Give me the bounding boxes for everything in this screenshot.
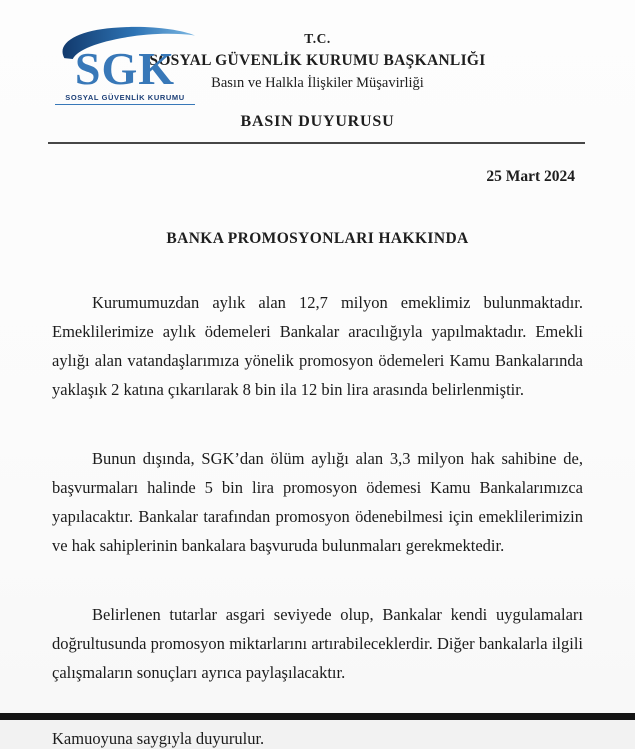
header-divider	[48, 142, 585, 144]
document-title: BANKA PROMOSYONLARI HAKKINDA	[166, 230, 469, 248]
press-release-banner: BASIN DUYURUSU	[240, 112, 395, 130]
sgk-logo-rule	[55, 104, 195, 105]
document-body	[0, 168, 635, 749]
document-date: 25 Mart 2024	[486, 168, 575, 186]
letterhead-department: Basın ve Halkla İlişkiler Müşavirliği	[211, 75, 424, 92]
paragraph-1: Kurumumuzdan aylık alan 12,7 milyon emeklimiz bulunmaktadır. Emeklilerimize aylık ödemeleri Bankalar aracılığıyla yapılmaktadır. Emekli aylığı alan vatandaşlarımıza yönelik promosyon ödemeleri Kamu Bankalarında yaklaşık 2 katına çıkarılarak 8 bin ila 12 bin lira arasında belirlenmiştir.	[52, 293, 583, 400]
paragraph-2: Bunun dışında, SGK’dan ölüm aylığı alan 3,3 milyon hak sahibine de, başvurmaları halinde 5 bin lira promosyon ödemesi Kamu Bankalarımızca yapılacaktır. Bankalar tarafından promosyon ödenebilmesi için emeklilerimizin ve hak sahiplerinin bankalara başvuruda bulunmaları gerekmektedir.	[52, 449, 583, 556]
closing-line: Kamuoyuna saygıyla duyurulur.	[52, 729, 265, 749]
letterhead-tc: T.C.	[304, 31, 331, 46]
sgk-logo-subtext: SOSYAL GÜVENLİK KURUMU	[65, 93, 185, 102]
paragraph-3: Belirlenen tutarlar asgari seviyede olup, Bankalar kendi uygulamaları doğrultusunda promosyon miktarlarını artırabileceklerdir. Diğer bankalarla ilgili çalışmaların sonuçları ayrıca paylaşılacaktır.	[52, 605, 583, 683]
sgk-logo	[55, 26, 195, 105]
bottom-edge-bar	[0, 713, 635, 720]
letterhead-institution: SOSYAL GÜVENLİK KURUMU BAŞKANLIĞI	[149, 52, 486, 70]
letterhead	[0, 0, 635, 144]
sgk-logo-acronym: SGK	[74, 43, 176, 94]
